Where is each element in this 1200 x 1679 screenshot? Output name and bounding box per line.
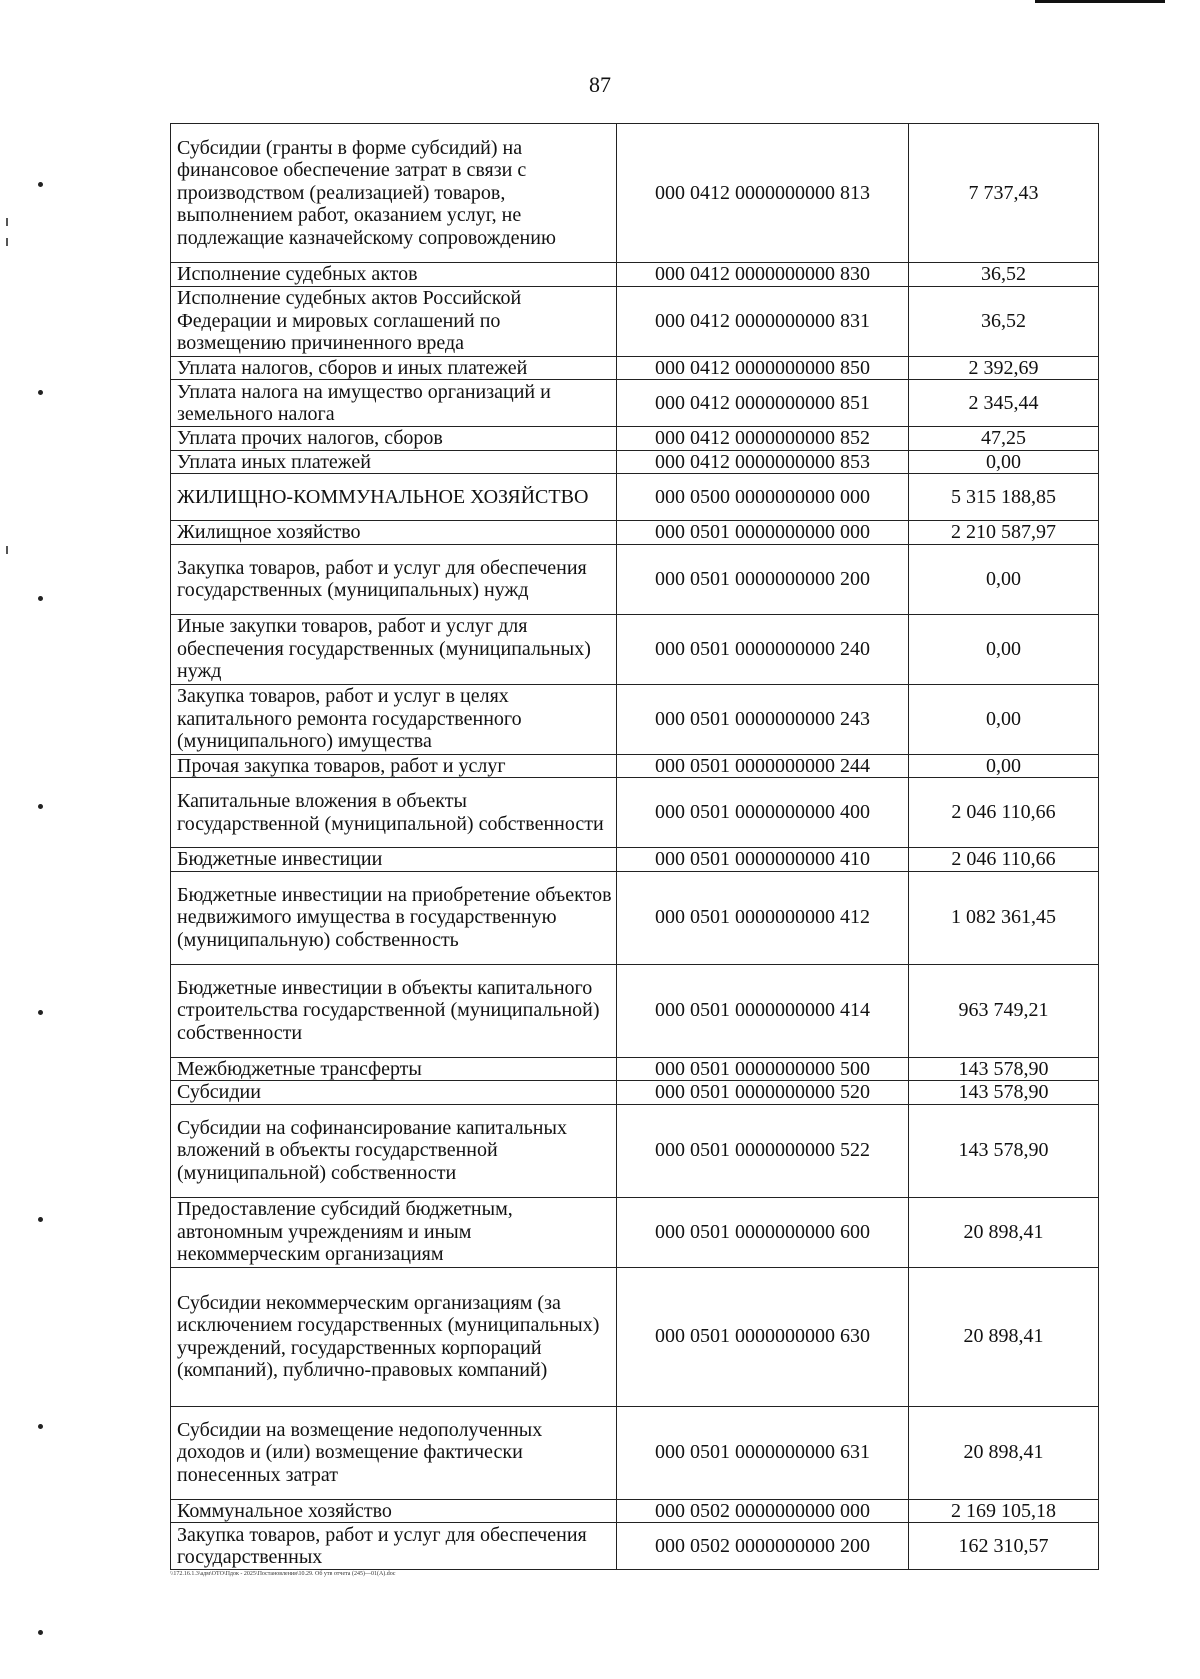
table-row [171, 544, 1099, 614]
binding-hole-mark [38, 1010, 43, 1015]
row-code: 000 0502 0000000000 200 [617, 1523, 909, 1570]
binding-hole-mark [38, 1630, 43, 1635]
row-name: Субсидии некоммерческим организациям (за исключением государственных (муниципальных) учреждений, государственных корпораций (компаний), публично-правовых компаний) [171, 1267, 617, 1406]
row-code: 000 0501 0000000000 600 [617, 1197, 909, 1267]
row-amount: 2 345,44 [909, 380, 1099, 427]
row-code: 000 0502 0000000000 000 [617, 1499, 909, 1523]
table-row [171, 1197, 1099, 1267]
table-row [171, 474, 1099, 521]
table-row [171, 871, 1099, 964]
row-amount: 2 392,69 [909, 356, 1099, 380]
row-name: ЖИЛИЩНО-КОММУНАЛЬНОЕ ХОЗЯЙСТВО [171, 474, 617, 521]
row-code: 000 0501 0000000000 500 [617, 1057, 909, 1081]
top-edge-rule [1035, 0, 1165, 3]
row-amount: 36,52 [909, 263, 1099, 287]
row-name: Капитальные вложения в объекты государственной (муниципальной) собственности [171, 778, 617, 848]
row-name: Межбюджетные трансферты [171, 1057, 617, 1081]
row-code: 000 0501 0000000000 631 [617, 1406, 909, 1499]
row-amount: 143 578,90 [909, 1104, 1099, 1197]
binding-hole-mark [38, 1424, 43, 1429]
table-row [171, 521, 1099, 545]
row-code: 000 0501 0000000000 200 [617, 544, 909, 614]
row-name: Исполнение судебных актов [171, 263, 617, 287]
row-code: 000 0412 0000000000 851 [617, 380, 909, 427]
row-name: Закупка товаров, работ и услуг для обеспечения государственных (муниципальных) нужд [171, 544, 617, 614]
table-row [171, 1406, 1099, 1499]
row-name: Предоставление субсидий бюджетным, автономным учреждениям и иным некоммерческим организациям [171, 1197, 617, 1267]
row-name: Субсидии на софинансирование капитальных вложений в объекты государственной (муниципальной) собственности [171, 1104, 617, 1197]
row-amount: 0,00 [909, 754, 1099, 778]
scan-edge-mark [6, 238, 8, 246]
row-name: Бюджетные инвестиции в объекты капитального строительства государственной (муниципальной) собственности [171, 964, 617, 1057]
row-code: 000 0500 0000000000 000 [617, 474, 909, 521]
row-amount: 2 169 105,18 [909, 1499, 1099, 1523]
table-row [171, 1057, 1099, 1081]
table-row [171, 778, 1099, 848]
row-code: 000 0501 0000000000 630 [617, 1267, 909, 1406]
table-row [171, 684, 1099, 754]
row-name: Жилищное хозяйство [171, 521, 617, 545]
table-row [171, 380, 1099, 427]
table-row [171, 1499, 1099, 1523]
row-name: Иные закупки товаров, работ и услуг для обеспечения государственных (муниципальных) нужд [171, 614, 617, 684]
table-row [171, 848, 1099, 872]
binding-hole-mark [38, 804, 43, 809]
table-row [171, 614, 1099, 684]
row-name: Субсидии [171, 1081, 617, 1105]
footer-file-path: \\172.16.1.3\адм\ОТО\Пдок - 2025\Постановления\10.29. Об утв отчета (245)—01(А).doc [170, 1571, 396, 1577]
row-amount: 143 578,90 [909, 1057, 1099, 1081]
binding-hole-mark [38, 1217, 43, 1222]
table-row [171, 1523, 1099, 1570]
row-amount: 0,00 [909, 684, 1099, 754]
row-amount: 7 737,43 [909, 124, 1099, 263]
table-row [171, 356, 1099, 380]
row-code: 000 0412 0000000000 831 [617, 286, 909, 356]
row-name: Субсидии на возмещение недополученных доходов и (или) возмещение фактически понесенных затрат [171, 1406, 617, 1499]
row-amount: 162 310,57 [909, 1523, 1099, 1570]
row-name: Бюджетные инвестиции [171, 848, 617, 872]
row-code: 000 0501 0000000000 410 [617, 848, 909, 872]
binding-hole-mark [38, 182, 43, 187]
row-name: Прочая закупка товаров, работ и услуг [171, 754, 617, 778]
row-code: 000 0412 0000000000 850 [617, 356, 909, 380]
row-name: Закупка товаров, работ и услуг в целях капитального ремонта государственного (муниципального) имущества [171, 684, 617, 754]
row-amount: 20 898,41 [909, 1197, 1099, 1267]
row-name: Закупка товаров, работ и услуг для обеспечения государственных [171, 1523, 617, 1570]
row-code: 000 0412 0000000000 830 [617, 263, 909, 287]
binding-hole-mark [38, 596, 43, 601]
row-amount: 2 046 110,66 [909, 848, 1099, 872]
scan-edge-mark [6, 546, 8, 554]
budget-table [170, 123, 1099, 1570]
row-name: Уплата прочих налогов, сборов [171, 427, 617, 451]
row-name: Бюджетные инвестиции на приобретение объектов недвижимого имущества в государственную (муниципальную) собственность [171, 871, 617, 964]
row-code: 000 0501 0000000000 412 [617, 871, 909, 964]
table-row [171, 1267, 1099, 1406]
row-code: 000 0501 0000000000 520 [617, 1081, 909, 1105]
row-amount: 2 210 587,97 [909, 521, 1099, 545]
scan-edge-mark [6, 218, 8, 226]
row-name: Исполнение судебных актов Российской Федерации и мировых соглашений по возмещению причиненного вреда [171, 286, 617, 356]
row-name: Уплата иных платежей [171, 450, 617, 474]
table-row [171, 754, 1099, 778]
row-amount: 1 082 361,45 [909, 871, 1099, 964]
table-row [171, 124, 1099, 263]
row-amount: 0,00 [909, 544, 1099, 614]
binding-hole-mark [38, 390, 43, 395]
row-code: 000 0501 0000000000 414 [617, 964, 909, 1057]
row-amount: 20 898,41 [909, 1406, 1099, 1499]
row-code: 000 0501 0000000000 243 [617, 684, 909, 754]
row-code: 000 0412 0000000000 813 [617, 124, 909, 263]
row-amount: 0,00 [909, 614, 1099, 684]
budget-table-body [171, 124, 1099, 1570]
row-code: 000 0501 0000000000 244 [617, 754, 909, 778]
row-code: 000 0412 0000000000 852 [617, 427, 909, 451]
row-amount: 963 749,21 [909, 964, 1099, 1057]
row-amount: 143 578,90 [909, 1081, 1099, 1105]
row-name: Субсидии (гранты в форме субсидий) на финансовое обеспечение затрат в связи с производством (реализацией) товаров, выполнением работ, оказанием услуг, не подлежащие казначейскому сопровождению [171, 124, 617, 263]
table-row [171, 450, 1099, 474]
row-amount: 2 046 110,66 [909, 778, 1099, 848]
page-number: 87 [589, 72, 611, 97]
row-name: Уплата налогов, сборов и иных платежей [171, 356, 617, 380]
row-amount: 5 315 188,85 [909, 474, 1099, 521]
row-amount: 20 898,41 [909, 1267, 1099, 1406]
table-row [171, 1104, 1099, 1197]
table-row [171, 263, 1099, 287]
table-row [171, 427, 1099, 451]
row-name: Уплата налога на имущество организаций и земельного налога [171, 380, 617, 427]
table-row [171, 286, 1099, 356]
row-code: 000 0501 0000000000 400 [617, 778, 909, 848]
row-code: 000 0412 0000000000 853 [617, 450, 909, 474]
row-amount: 47,25 [909, 427, 1099, 451]
row-code: 000 0501 0000000000 522 [617, 1104, 909, 1197]
row-code: 000 0501 0000000000 240 [617, 614, 909, 684]
table-row [171, 1081, 1099, 1105]
row-amount: 36,52 [909, 286, 1099, 356]
row-amount: 0,00 [909, 450, 1099, 474]
row-name: Коммунальное хозяйство [171, 1499, 617, 1523]
row-code: 000 0501 0000000000 000 [617, 521, 909, 545]
table-row [171, 964, 1099, 1057]
